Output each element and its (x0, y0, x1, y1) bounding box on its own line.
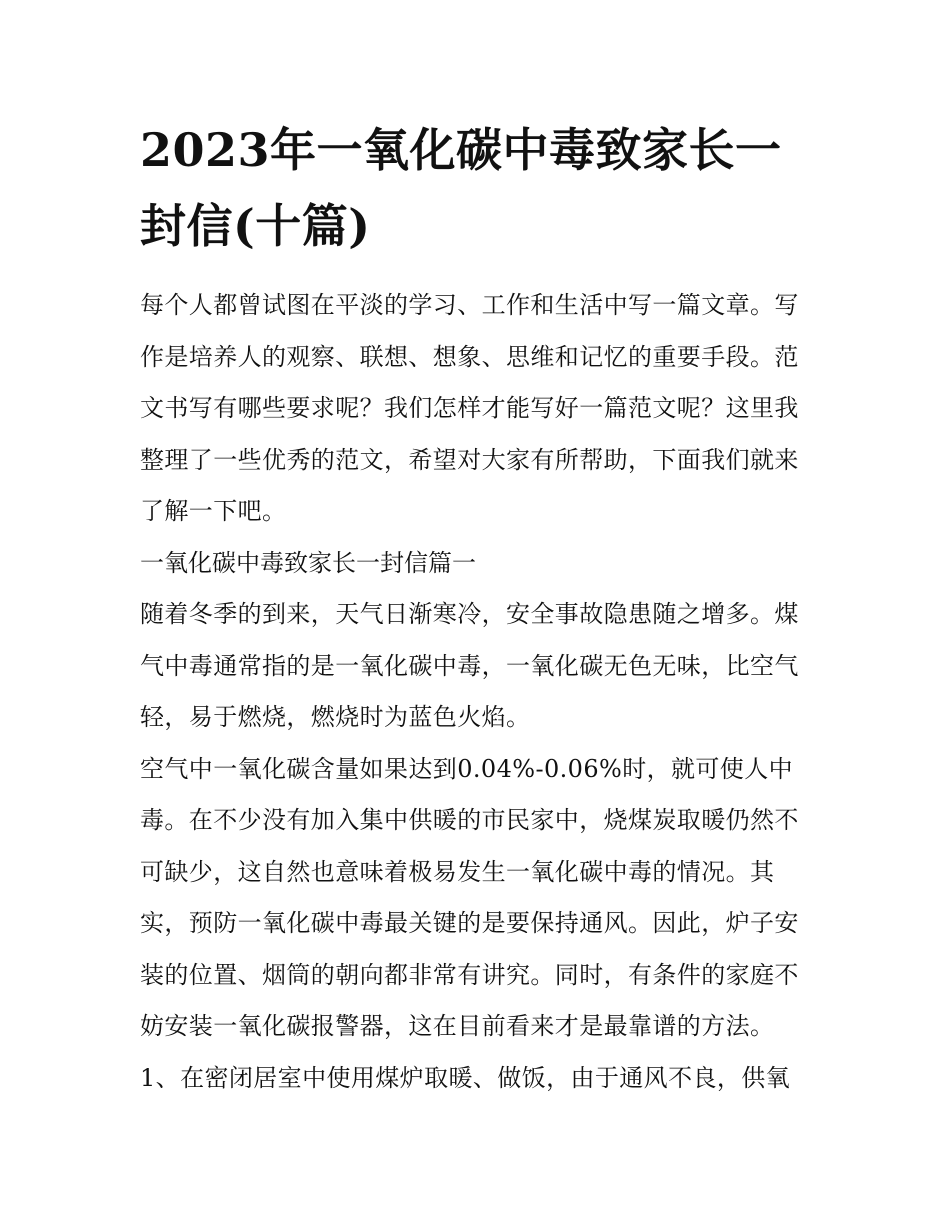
body-paragraph-1: 随着冬季的到来，天气日渐寒冷，安全事故隐患随之增多。煤气中毒通常指的是一氧化碳中毒，一氧化碳无色无味，比空气轻，易于燃烧，燃烧时为蓝色火焰。 (140, 600, 799, 731)
document-title: 2023年一氧化碳中毒致家长一封信(十篇) (140, 123, 782, 253)
document-body (140, 112, 812, 1104)
intro-paragraph: 每个人都曾试图在平淡的学习、工作和生活中写一篇文章。写作是培养人的观察、联想、想象、思维和记忆的重要手段。范文书写有哪些要求呢？我们怎样才能写好一篇范文呢？这里我整理了一些优秀的范文，希望对大家有所帮助，下面我们就来了解一下吧。 (140, 291, 799, 525)
section-heading: 一氧化碳中毒致家长一封信篇一 (140, 548, 476, 577)
body-paragraph-3: 1、在密闭居室中使用煤炉取暖、做饭，由于通风不良，供氧 (140, 1063, 791, 1092)
body-paragraph-2: 空气中一氧化碳含量如果达到0.04%-0.06%时，就可使人中毒。在不少没有加入集中供暖的市民家中，烧煤炭取暖仍然不可缺少，这自然也意味着极易发生一氧化碳中毒的情况。其实，预防一氧化碳中毒最关键的是要保持通风。因此，炉子安装的位置、烟筒的朝向都非常有讲究。同时，有条件的家庭不妨安装一氧化碳报警器，这在目前看来才是最靠谱的方法。 (140, 754, 799, 1040)
